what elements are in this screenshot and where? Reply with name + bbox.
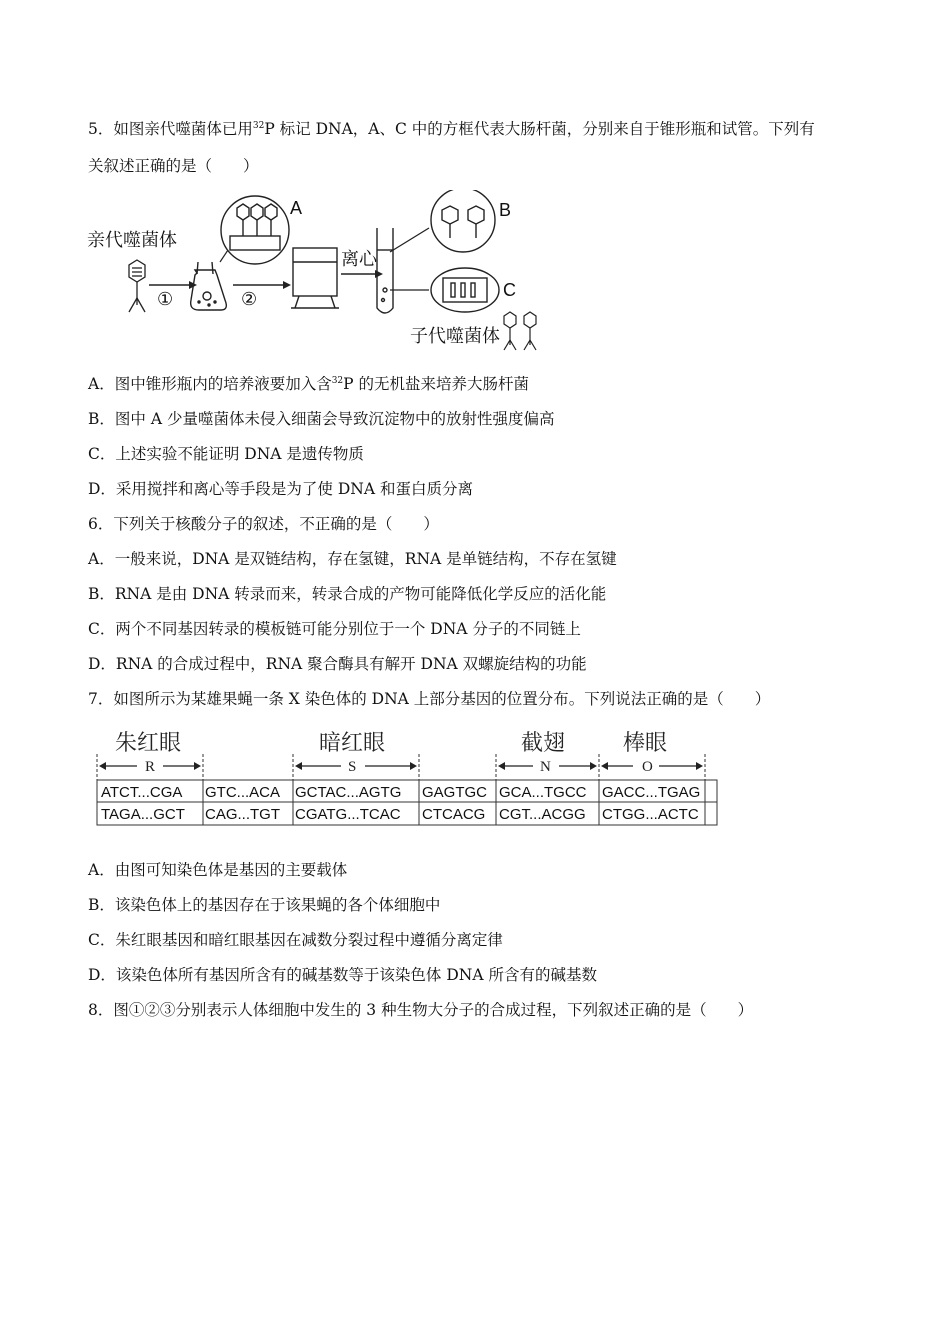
parent-phage-icon <box>129 260 145 312</box>
gene-code-n: N <box>540 759 551 775</box>
q7-stem: 7．如图所示为某雄果蝇一条 X 染色体的 DNA 上部分基因的位置分布。下列说法正确的是（ ） <box>88 690 771 708</box>
offspring-phage-icons <box>504 312 536 350</box>
gene-code-r: R <box>145 759 156 775</box>
q5-option-d: D．采用搅拌和离心等手段是为了使 DNA 和蛋白质分离 <box>88 480 473 498</box>
test-tube-icon <box>377 228 393 313</box>
q8-stem: 8．图①②③分别表示人体细胞中发生的 3 种生物大分子的合成过程，下列叙述正确的是（ ） <box>88 1001 754 1019</box>
q6-option-a: A．一般来说，DNA 是双链结构，存在氢键，RNA 是单链结构，不存在氢键 <box>88 550 617 568</box>
beaker-icon <box>291 248 339 308</box>
gene-code-o: O <box>642 759 653 775</box>
gene-name-bar-eye: 棒眼 <box>623 731 668 756</box>
label-c: C <box>503 280 516 300</box>
parent-phage-label: 亲代噬菌体 <box>87 230 177 250</box>
top-strand-seg-2: GTC...ACA <box>205 784 281 801</box>
gene-name-vermilion: 朱红眼 <box>115 731 182 756</box>
q6-stem: 6．下列关于核酸分子的叙述，不正确的是（ ） <box>88 515 439 533</box>
gene-name-dark-red: 暗红眼 <box>319 731 386 756</box>
bottom-strand-seg-1: TAGA...GCT <box>101 806 185 823</box>
bottom-strand-seg-4: CTCACG <box>422 806 486 823</box>
gene-map-figure <box>93 722 723 828</box>
q5-stem-line2: 关叙述正确的是（ ） <box>88 157 259 175</box>
q5-option-a: A．图中锥形瓶内的培养液要加入含$^{32}$P 的无机盐来培养大肠杆菌 <box>88 375 530 393</box>
top-strand-seg-5: GCA...TGCC <box>499 784 587 801</box>
q7-option-b: B．该染色体上的基因存在于该果蝇的各个体细胞中 <box>88 896 441 914</box>
bottom-strand-seg-2: CAG...TGT <box>205 806 280 823</box>
top-strand-seg-4: GAGTGC <box>422 784 488 801</box>
label-a: A <box>290 198 303 218</box>
q6-option-d: D．RNA 的合成过程中，RNA 聚合酶具有解开 DNA 双螺旋结构的功能 <box>88 655 587 673</box>
q7-option-d: D．该染色体所有基因所含有的碱基数等于该染色体 DNA 所含有的碱基数 <box>88 966 597 984</box>
q5-option-c: C．上述实验不能证明 DNA 是遗传物质 <box>88 445 364 463</box>
label-b: B <box>499 200 512 220</box>
q7-option-a: A．由图可知染色体是基因的主要载体 <box>88 861 348 879</box>
bottom-strand-seg-6: CTGG...ACTC <box>602 806 699 823</box>
top-strand-seg-6: GACC...TGAG <box>602 784 701 801</box>
step1-label: ① <box>157 289 174 309</box>
gene-name-cut-wing: 截翅 <box>521 731 566 756</box>
q7-option-c: C．朱红眼基因和暗红眼基因在减数分裂过程中遵循分离定律 <box>88 931 503 949</box>
centrifuge-label: 离心 <box>341 249 377 269</box>
q5-stem-line1: 5．如图亲代噬菌体已用$^{32}$P 标记 DNA，A、C 中的方框代表大肠杆菌，分别来自于锥形瓶和试管。下列有 <box>88 120 815 138</box>
circle-b <box>431 190 495 252</box>
q6-option-b: B．RNA 是由 DNA 转录而来，转录合成的产物可能降低化学反应的活化能 <box>88 585 607 603</box>
q6-option-c: C．两个不同基因转录的模板链可能分别位于一个 DNA 分子的不同链上 <box>88 620 581 638</box>
circle-c <box>431 268 499 312</box>
bottom-strand-seg-5: CGT...ACGG <box>499 806 586 823</box>
flask-icon <box>191 262 227 310</box>
gene-code-s: S <box>348 759 357 775</box>
step2-label: ② <box>241 289 258 309</box>
phage-experiment-figure <box>85 190 545 360</box>
offspring-phage-label: 子代噬菌体 <box>410 326 500 346</box>
top-strand-seg-3: GCTAC...AGTG <box>295 784 402 801</box>
circle-a <box>221 196 289 264</box>
bottom-strand-seg-3: CGATG...TCAC <box>295 806 401 823</box>
q5-option-b: B．图中 A 少量噬菌体未侵入细菌会导致沉淀物中的放射性强度偏高 <box>88 410 555 428</box>
top-strand-seg-1: ATCT...CGA <box>101 784 183 801</box>
